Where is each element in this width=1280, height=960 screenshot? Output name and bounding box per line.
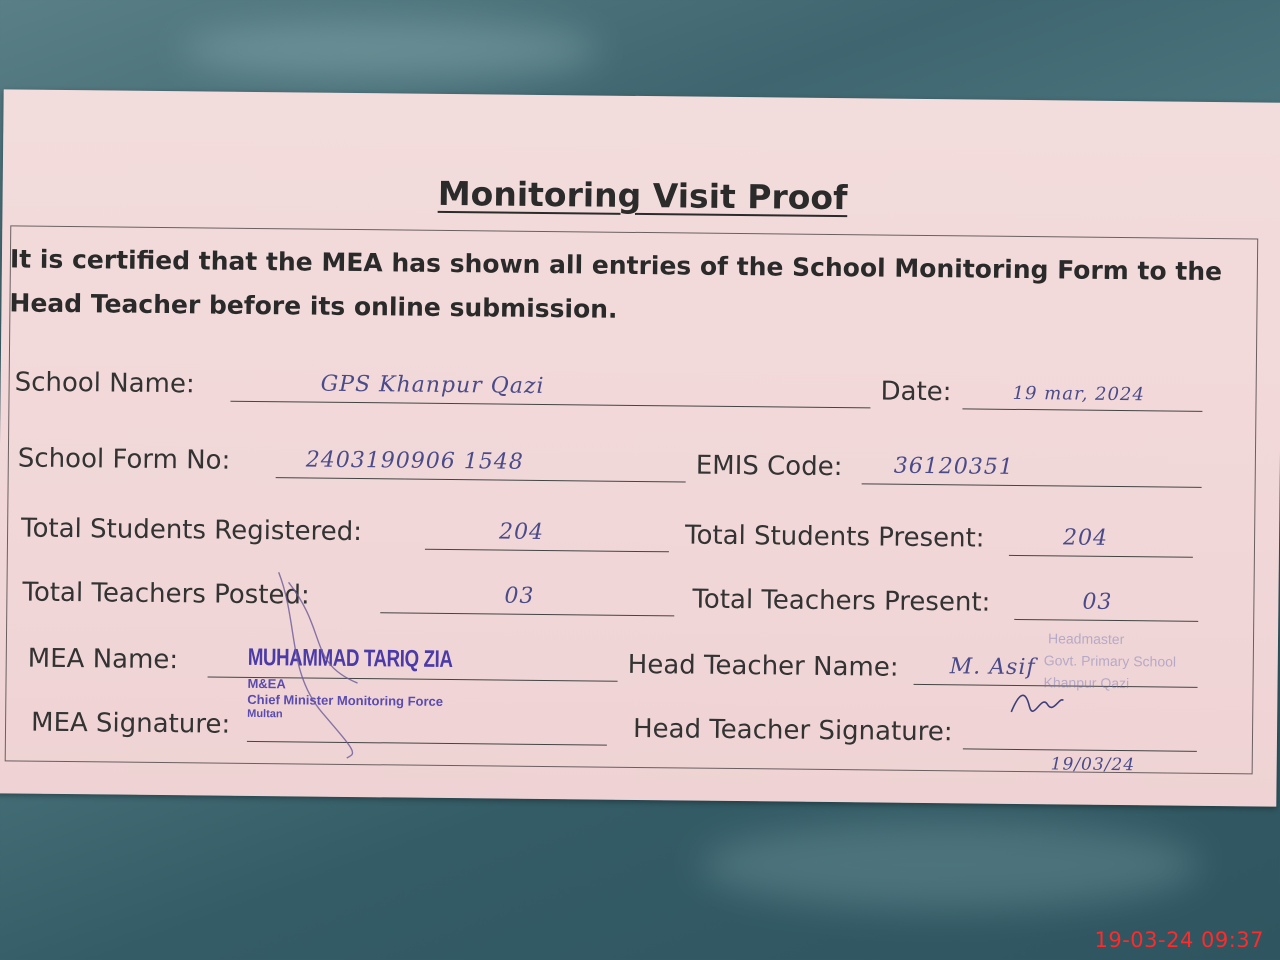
ht-stamp-line1: Headmaster [1047,630,1125,648]
teachers-present-value: 03 [1082,589,1113,615]
teachers-posted-label: Total Teachers Posted: [22,577,310,611]
certification-text: It is certified that the MEA has shown all entries of the School Monitoring Form to the Head Teacher before its online submission. [9,244,1223,324]
teachers-posted-line [380,612,674,616]
students-registered-label: Total Students Registered: [20,513,363,548]
teachers-present-label: Total Teachers Present: [692,584,991,618]
school-name-line [230,401,870,409]
head-teacher-signature-scribble [1007,686,1067,721]
mea-stamp-line2: Chief Minister Monitoring Force [247,691,444,709]
date-label: Date: [880,376,952,408]
students-present-value: 204 [1062,525,1109,551]
emis-code-label: EMIS Code: [695,450,843,483]
head-teacher-signature-date: 19/03/24 [1050,754,1136,776]
school-form-no-value: 2403190906 1548 [305,447,524,475]
school-name-label: School Name: [14,367,195,400]
head-teacher-signature-label: Head Teacher Signature: [632,713,953,748]
students-registered-value: 204 [498,519,545,545]
date-value: 19 mar, 2024 [1012,382,1146,406]
head-teacher-name-value: M. Asif [949,654,1036,681]
mea-signature-scribble [267,562,379,763]
students-present-line [1009,555,1193,558]
background-sheen [700,820,1200,910]
page-title: Monitoring Visit Proof [437,173,848,218]
mea-stamp-line1: M&EA [247,675,286,692]
students-registered-line [425,549,669,553]
teachers-posted-value: 03 [504,583,535,609]
mea-name-stamp: MUHAMMAD TARIQ ZIA [247,643,453,674]
emis-code-value: 36120351 [893,453,1014,480]
head-teacher-signature-line [963,748,1197,751]
ht-stamp-line2: Govt. Primary School [1043,652,1177,670]
date-line [962,408,1202,412]
mea-stamp-line3: Multan [247,707,283,721]
school-form-no-label: School Form No: [17,443,231,476]
school-form-no-line [276,477,686,482]
mea-name-label: MEA Name: [27,643,179,676]
visit-proof-slip [0,89,1280,806]
teachers-present-line [1014,619,1198,622]
mea-signature-label: MEA Signature: [30,707,231,740]
emis-code-line [862,483,1202,488]
ht-stamp-line3: Khanpur Qazi [1043,674,1130,692]
head-teacher-name-label: Head Teacher Name: [627,649,899,683]
school-name-value: GPS Khanpur Qazi [320,371,545,399]
students-present-label: Total Students Present: [684,520,985,554]
background-sheen [180,20,600,80]
camera-timestamp: 19-03-24 09:37 [1094,928,1264,952]
